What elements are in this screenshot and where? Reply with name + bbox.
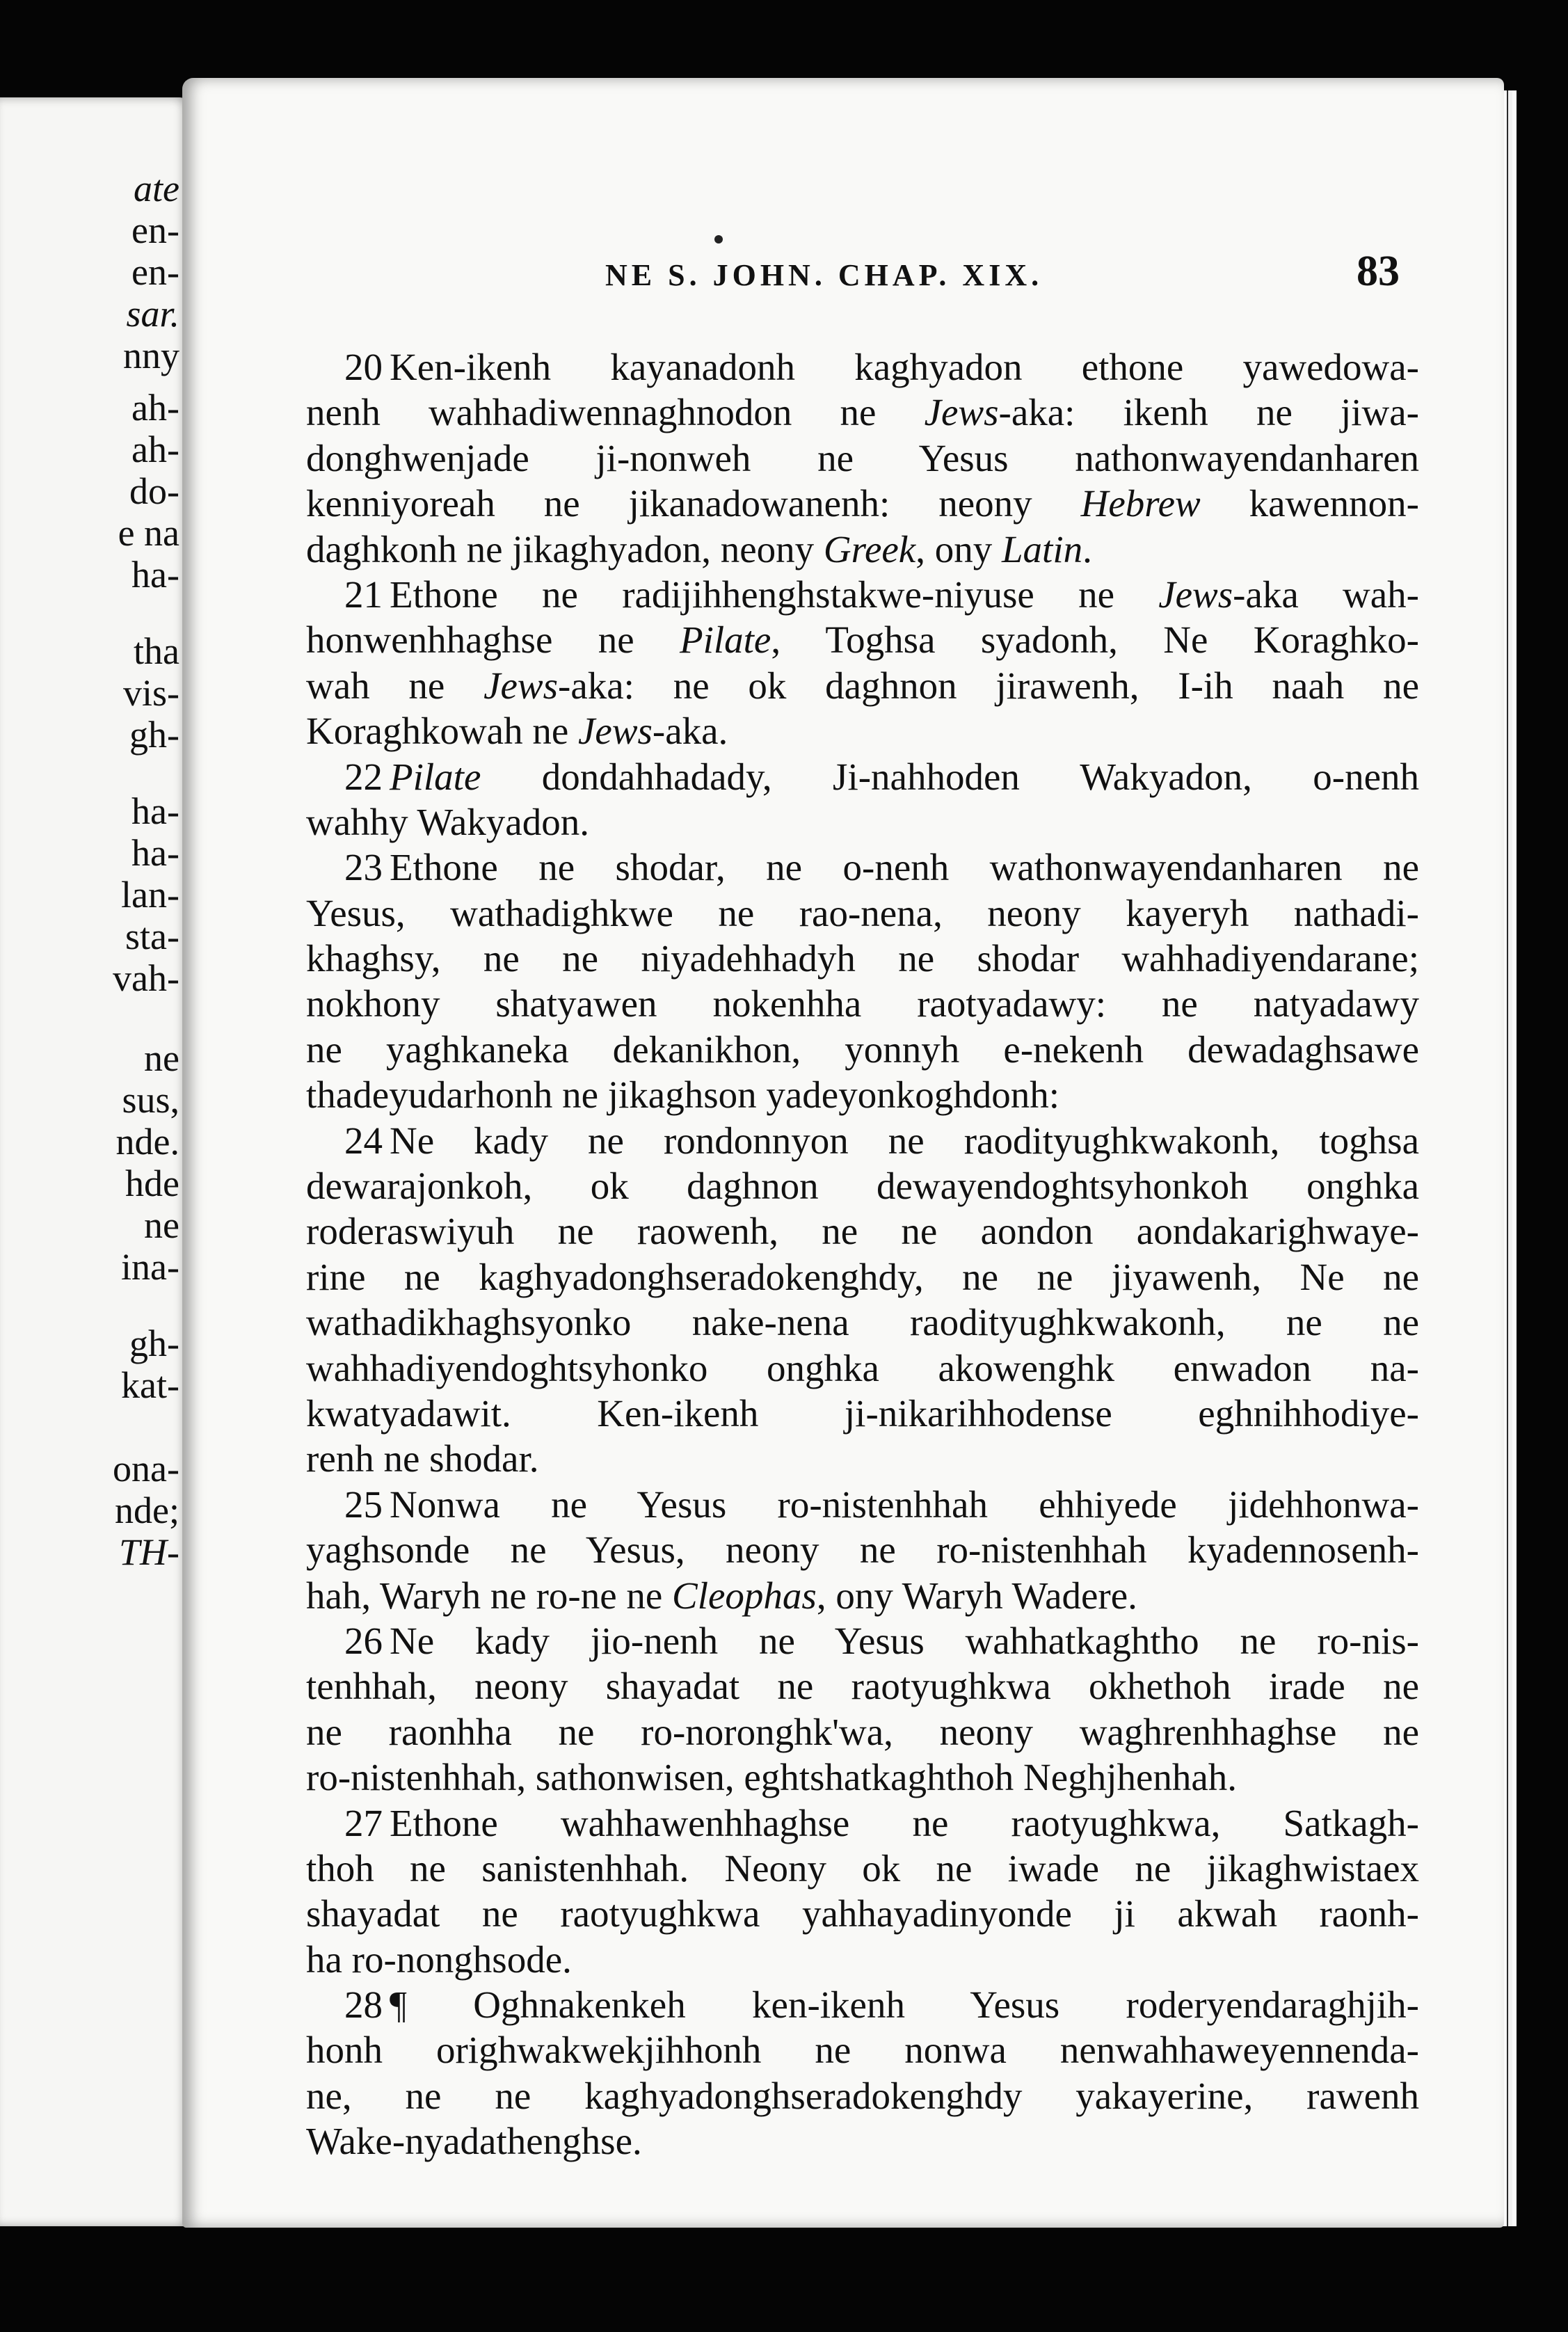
italic-term: Greek (823, 527, 916, 570)
verse-number: 25 (344, 1483, 383, 1526)
running-header: NE S. JOHN. CHAP. XIX. (605, 258, 1043, 292)
facing-page-fragment: gh- (129, 1323, 179, 1364)
italic-term: Jews (483, 664, 559, 707)
facing-page-fragment: tha (134, 630, 179, 672)
text-line: renh ne shodar. (306, 1437, 539, 1480)
verse-number: 23 (344, 846, 383, 889)
text-line: ne, ne ne kaghyadonghseradokenghdy yakayerine, rawenh (306, 2074, 1419, 2117)
facing-page-fragment: ah- (131, 429, 179, 470)
text-line: dewarajonkoh, ok daghnon dewayendoghtsyhonkoh onghka (306, 1165, 1419, 1208)
italic-term: Pilate (679, 618, 771, 662)
verse-number: 21 (344, 573, 383, 616)
verse-number: 26 (344, 1619, 383, 1662)
ink-speck (714, 235, 723, 243)
facing-page-fragment: e na (118, 512, 179, 554)
facing-page-edge (0, 97, 189, 2226)
text-line: 20 Ken-ikenh kayanadonh kaghyadon ethone yawedowa- (344, 346, 1419, 388)
italic-term: Jews (578, 710, 653, 753)
text-line: ne yaghkaneka dekanikhon, yonnyh e-nekenh dewadaghsawe (306, 1028, 1419, 1071)
facing-page-fragment: en- (131, 251, 179, 293)
text-line: 22 Pilate dondahhadady, Ji-nahhoden Wakyadon, o-nenh (344, 755, 1419, 798)
text-line: honh orighwakwekjihhonh ne nonwa nenwahhaweyennenda- (306, 2029, 1419, 2072)
facing-page-fragment: gh- (129, 714, 179, 756)
text-line: nenh wahhadiwennaghnodon ne Jews-aka: ikenh ne jiwa- (306, 391, 1419, 434)
text-line: yaghsonde ne Yesus, neony ne ro-nistenhhah kyadennosenh- (306, 1528, 1419, 1572)
facing-page-fragment: en- (131, 209, 179, 251)
text-line: Wake-nyadathenghse. (306, 2120, 642, 2163)
facing-page-fragment: ha- (131, 832, 179, 874)
text-line: nokhony shatyawen nokenhha raotyadawy: ne natyadawy (306, 982, 1419, 1025)
facing-page-fragment: ne (144, 1037, 179, 1079)
verse-number: 28 (344, 1983, 383, 2027)
verse-number: 27 (344, 1801, 383, 1844)
facing-page-fragment: ate (134, 168, 179, 209)
text-line: 23 Ethone ne shodar, ne o-nenh wathonwayendanharen ne (344, 846, 1419, 889)
text-line: ha ro-nonghsode. (306, 1938, 572, 1981)
verse-number: 20 (344, 346, 383, 388)
facing-page-fragment: ha- (131, 790, 179, 832)
page-number: 83 (1357, 248, 1400, 295)
text-line: ne raonhha ne ro-noronghk'wa, neony waghrenhhaghse ne (306, 1710, 1419, 1753)
italic-term: Jews (924, 391, 999, 434)
text-line: 28 ¶ Oghnakenkeh ken-ikenh Yesus roderyendaraghjih- (344, 1983, 1419, 2027)
text-line: 24 Ne kady ne rondonnyon ne raodityughkwakonh, toghsa (344, 1119, 1419, 1162)
facing-page-fragment: do- (129, 470, 179, 512)
text-line: 25 Nonwa ne Yesus ro-nistenhhah ehhiyede jidehhonwa- (344, 1483, 1419, 1526)
italic-term: Latin (1001, 527, 1083, 570)
text-line: thoh ne sanistenhhah. Neony ok ne iwade ne jikaghwistaex (306, 1846, 1419, 1890)
text-line: thadeyudarhonh ne jikaghson yadeyonkoghdonh: (306, 1073, 1059, 1117)
text-line: wah ne Jews-aka: ne ok daghnon jirawenh, I-ih naah ne (306, 664, 1419, 707)
text-line: ro-nistenhhah, sathonwisen, eghtshatkaghthoh Neghjhenhah. (306, 1756, 1238, 1799)
italic-term: Pilate (390, 755, 481, 798)
text-line: kenniyoreah ne jikanadowanenh: neony Hebrew kawennon- (306, 482, 1419, 525)
text-line: 26 Ne kady jio-nenh ne Yesus wahhatkaghtho ne ro-nis- (344, 1619, 1419, 1662)
facing-page-fragment: hde (125, 1163, 179, 1204)
facing-page-fragment: ah- (131, 387, 179, 429)
text-line: khaghsy, ne ne niyadehhadyh ne shodar wahhadiyendarane; (306, 937, 1419, 980)
text-line: Koraghkowah ne Jews-aka. (306, 710, 728, 753)
facing-page-fragment: nny (123, 335, 179, 376)
text-line: 27 Ethone wahhawenhhaghse ne raotyughkwa, Satkagh- (344, 1801, 1419, 1844)
italic-term: Hebrew (1080, 482, 1201, 525)
facing-page-fragment: kat- (121, 1364, 179, 1406)
facing-page-fragment: sus, (122, 1079, 179, 1121)
facing-page-fragment: lan- (121, 874, 179, 916)
verse-number: 22 (344, 755, 383, 798)
facing-page-fragment: TH- (118, 1531, 179, 1573)
text-line: shayadat ne raotyughkwa yahhayadinyonde ji akwah raonh- (306, 1892, 1419, 1935)
facing-page-fragment: ina- (121, 1246, 179, 1288)
facing-page-fragment: vis- (123, 672, 179, 714)
text-line: wathadikhaghsyonko nake-nena raodityughkwakonh, ne ne (306, 1301, 1419, 1344)
facing-page-fragment: sar. (126, 293, 179, 335)
italic-term: Cleophas (672, 1574, 817, 1617)
facing-page-fragment: ona- (113, 1448, 179, 1490)
facing-page-fragment: nde; (115, 1490, 179, 1531)
text-line: wahhadiyendoghtsyhonko onghka akowenghk enwadon na- (306, 1346, 1419, 1389)
text-line: Yesus, wathadighkwe ne rao-nena, neony kayeryh nathadi- (306, 891, 1419, 934)
text-line: rine ne kaghyadonghseradokenghdy, ne ne jiyawenh, Ne ne (306, 1255, 1419, 1298)
facing-page-fragment: vah- (113, 957, 179, 999)
text-line: 21 Ethone ne radijihhenghstakwe-niyuse ne Jews-aka wah- (344, 573, 1419, 616)
text-line: kwatyadawit. Ken-ikenh ji-nikarihhodense eghnihhodiye- (306, 1391, 1419, 1435)
text-line: hah, Waryh ne ro-ne ne Cleophas, ony Waryh Wadere. (306, 1574, 1137, 1617)
facing-page-fragment: ha- (131, 554, 179, 596)
text-line: roderaswiyuh ne raowenh, ne ne aondon aondakarighwaye- (306, 1210, 1419, 1253)
verse-number: 24 (344, 1119, 383, 1162)
text-line: wahhy Wakyadon. (306, 800, 589, 843)
facing-page-fragment: nde. (115, 1121, 179, 1163)
text-line: honwenhhaghse ne Pilate, Toghsa syadonh, Ne Koraghko- (306, 618, 1419, 662)
italic-term: Jews (1158, 573, 1233, 616)
facing-page-fragment: sta- (125, 916, 179, 957)
text-line: daghkonh ne jikaghyadon, neony Greek, ony Latin. (306, 527, 1092, 570)
text-line: tenhhah, neony shayadat ne raotyughkwa okhethoh irade ne (306, 1665, 1419, 1708)
text-line: donghwenjade ji-nonweh ne Yesus nathonwayendanharen (306, 436, 1419, 479)
verse-text (306, 344, 1419, 2164)
facing-page-fragment: ne (144, 1204, 179, 1246)
